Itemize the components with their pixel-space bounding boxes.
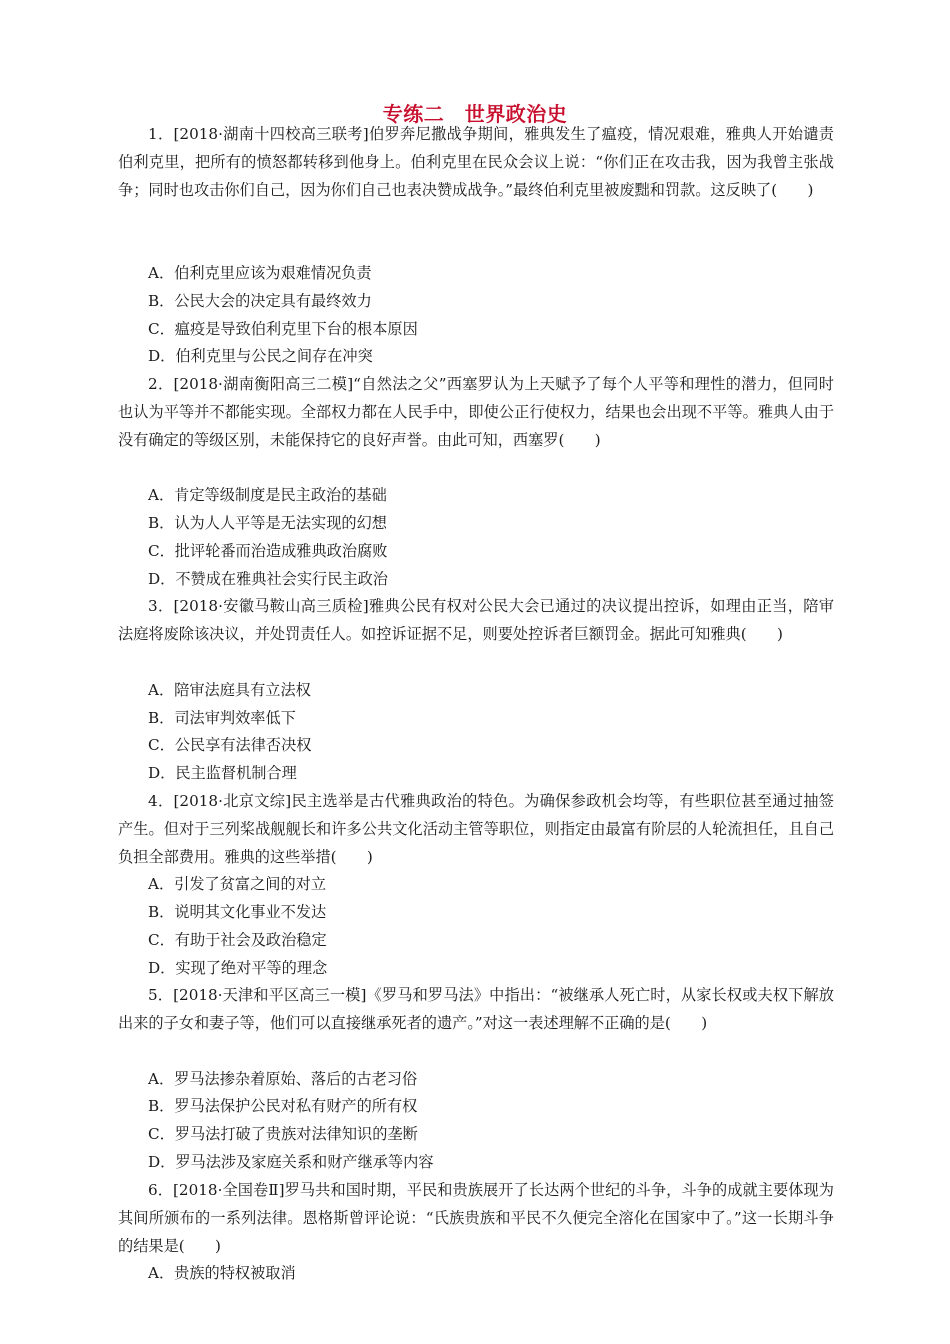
question-3-option-c: C．公民享有法律否决权 [148,736,312,754]
question-2-option-a: A．肯定等级制度是民主政治的基础 [148,486,387,504]
question-2-option-b: B．认为人人平等是无法实现的幻想 [148,514,387,532]
question-6-option-a: A．贵族的特权被取消 [148,1264,296,1282]
question-4-option-c: C．有助于社会及政治稳定 [148,931,327,949]
question-5-option-d: D．罗马法涉及家庭关系和财产继承等内容 [148,1153,434,1171]
page-title: 专练二 世界政治史 [382,102,568,126]
question-1-option-b: B．公民大会的决定具有最终效力 [148,292,372,310]
question-5-option-a: A．罗马法掺杂着原始、落后的古老习俗 [148,1070,418,1088]
question-3-option-d: D．民主监督机制合理 [148,764,297,782]
question-4-stem: 4．[2018·北京文综]民主选举是古代雅典政治的特色。为确保参政机会均等，有些职位甚至通过抽签产生。但对于三列桨战舰舰长和许多公共文化活动主管等职位，则指定由最富有阶层的人轮流担任，且自己负担全部费用。雅典的这些举措( ) [118,792,834,866]
question-4-option-a: A．引发了贫富之间的对立 [148,875,327,893]
question-6-stem: 6．[2018·全国卷Ⅱ]罗马共和国时期，平民和贵族展开了长达两个世纪的斗争，斗争的成就主要体现为其间所颁布的一系列法律。恩格斯曾评论说：“氏族贵族和平民不久便完全溶化在国家中了。”这一长期斗争的结果是( ) [118,1181,834,1255]
question-3-option-b: B．司法审判效率低下 [148,709,296,727]
question-2-option-c: C．批评轮番而治造成雅典政治腐败 [148,542,388,560]
question-1-option-c: C．瘟疫是导致伯利克里下台的根本原因 [148,320,418,338]
question-1-option-d: D．伯利克里与公民之间存在冲突 [148,347,373,365]
question-3-option-a: A．陪审法庭具有立法权 [148,681,311,699]
question-1-stem: 1．[2018·湖南十四校高三联考]伯罗奔尼撒战争期间，雅典发生了瘟疫，情况艰难，雅典人开始谴责伯利克里，把所有的愤怒都转移到他身上。伯利克里在民众会议上说：“你们正在攻击我，因为我曾主张战争；同时也攻击你们自己，因为你们自己也表决赞成战争。”最终伯利克里被废黜和罚款。这反映了( ) [118,125,834,199]
question-2-stem: 2．[2018·湖南衡阳高三二模]“自然法之父”西塞罗认为上天赋予了每个人平等和理性的潜力，但同时也认为平等并不都能实现。全部权力都在人民手中，即使公正行使权力，结果也会出现不平等。雅典人由于没有确定的等级区别，未能保持它的良好声誉。由此可知，西塞罗( ) [118,375,834,449]
question-5-option-c: C．罗马法打破了贵族对法律知识的垄断 [148,1125,418,1143]
question-4-option-b: B．说明其文化事业不发达 [148,903,327,921]
question-5-option-b: B．罗马法保护公民对私有财产的所有权 [148,1097,418,1115]
question-1-option-a: A．伯利克里应该为艰难情况负责 [148,264,372,282]
question-2-option-d: D．不赞成在雅典社会实行民主政治 [148,570,388,588]
question-3-stem: 3．[2018·安徽马鞍山高三质检]雅典公民有权对公民大会已通过的决议提出控诉，如理由正当，陪审法庭将废除该决议，并处罚责任人。如控诉证据不足，则要处控诉者巨额罚金。据此可知雅典( ) [118,597,834,643]
question-4-option-d: D．实现了绝对平等的理念 [148,959,328,977]
question-5-stem: 5．[2018·天津和平区高三一模]《罗马和罗马法》中指出：“被继承人死亡时，从家长权或夫权下解放出来的子女和妻子等，他们可以直接继承死者的遗产。”对这一表述理解不正确的是( ) [118,986,834,1032]
